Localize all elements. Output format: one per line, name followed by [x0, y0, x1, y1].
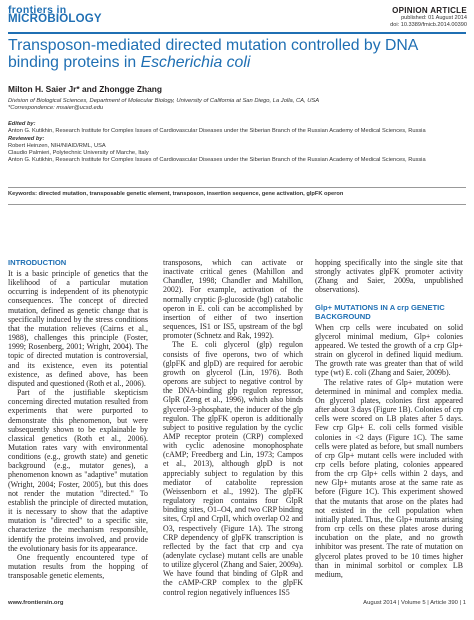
journal-logo-line2: MICROBIOLOGY: [8, 13, 102, 25]
footer-issue-info: August 2014 | Volume 5 | Article 390 | 1: [363, 600, 466, 606]
paragraph: One frequently encountered type of mutation results from the hopping of transposable genetic elements,: [8, 552, 148, 581]
article-type: OPINION ARTICLE: [392, 6, 467, 15]
reviewer-1: Robert Heinzen, NIH/NIAID/RML, USA: [8, 142, 106, 149]
article-meta: [390, 6, 467, 29]
article-title: [8, 37, 463, 71]
title-rule: [8, 32, 466, 34]
article-title-text: Transposon-mediated directed mutation controlled by DNA binding proteins in: [8, 37, 418, 72]
paragraph: It is a basic principle of genetics that the likelihood of a particular mutation occurring is independent of its phenotypic consequences. The concept of directed mutation, defined as genetic change that is specifically induced by the stress conditions that the mutation relieves (Cairns et al., 1988), challenges this principle (Foster, 1999; Rosenberg, 2001; Wright, 2004). The topic of directed mutation is controversial, and its existence, even its potential existence, as defined above, has been disputed and questioned (Roth et al., 2006).: [8, 269, 148, 388]
affiliation-block: [8, 98, 458, 113]
section-heading-glp-mutations: Glp+ MUTATIONS IN A crp GENETIC BACKGROUND: [315, 302, 445, 321]
article-title-italic: Escherichia coli: [140, 54, 251, 72]
column-1: [8, 258, 148, 580]
footer-website[interactable]: www.frontiersin.org: [8, 600, 64, 606]
reviewer-3: Anton G. Kutikhin, Research Institute for Complex Issues of Cardiovascular Diseases under the Siberian Branch of the Russian Academy of Medical Sciences, Russia: [8, 157, 426, 164]
keywords-rule-top: [8, 187, 466, 188]
paragraph: When crp cells were incubated on solid glycerol minimal medium, Glp+ colonies appeared. We tested the growth of a crp Glp+ strain on glycerol in defined liquid medium. The growth rate was greater than that of wild type (wt) E. coli (Zhang and Saier, 2009b).: [315, 322, 463, 378]
section-heading-introduction: INTRODUCTION: [8, 258, 67, 267]
affiliation: Division of Biological Sciences, Department of Molecular Biology, University of California at San Diego, La Jolla, CA, USA: [8, 98, 320, 104]
reviewer-2: Claudio Palmieri, Polytechnic University of Marche, Italy: [8, 150, 149, 157]
paragraph: Part of the justifiable skepticism concerning directed mutation resulted from experiments that were purported to demonstrate this phenomenon, but were subsequently shown to be explainable by classical genetics (Roth et al., 2006). Mutation rates vary with environmental conditions (e.g., growth state) and genetic background (e.g., mutator genes), a phenomenon known as "adaptive" mutation (Wright, 2004; Foster, 2005), but this does not render the mutation "directed." To establish the principle of directed mutation, it is necessary to show that the adaptive mutation is "directed" to a specific site, characterize the mechanism responsible, identify the proteins involved, and provide the evolutionary basis for its appearance.: [8, 388, 148, 553]
keywords-rule-bottom: [8, 204, 466, 205]
edited-by-text: Anton G. Kutikhin, Research Institute for Complex Issues of Cardiovascular Diseases under the Siberian Branch of the Russian Academy of Medical Sciences, Russia: [8, 128, 426, 135]
doi: doi: 10.3389/fmicb.2014.00390: [390, 21, 467, 28]
published-date: published: 01 August 2014: [401, 15, 467, 21]
correspondence: *Correspondence: msaier@ucsd.edu: [8, 105, 104, 112]
column-3: [315, 258, 463, 579]
paragraph: The E. coli glycerol (glp) regulon consists of five operons, two of which (glpFK and glpD) are required for aerobic growth on glycerol (Lin, 1976). Both operons are subject to negative control by the DNA-binding glp regulon repressor, GlpR (Zeng et al., 1996), which also binds glycerol-3-phosphate, the inducer of the glp regulon. The glpFK operon is additionally subject to positive regulation by the cyclic AMP receptor protein (CRP) complexed with cyclic adenosine monophosphate (cAMP; Freedberg and Lin, 1973; Campos et al., 2013), although glpD is not appreciably subject to regulation by this mediator of catabolite repression (Weissenborn et al., 1992). The glpFK regulatory region contains four GlpR binding sites, O1–O4, and two CRP binding sites, CrpI and CrpII, which overlap O2 and O3, respectively (Figure 1A). The strong CRP dependency of glpFK transcription is reflected by the fact that crp and cya (adenylate cyclase) mutant cells are unable to utilize glycerol (Zhang and Saier, 2009a). We have found that binding of GlpR and the cAMP-CRP complex to the glpFK control region negatively influences IS5: [163, 340, 303, 597]
keywords: Keywords: directed mutation, transposable genetic element, transposon, insertion sequence, gene activation, glpFK operon: [8, 191, 344, 197]
authors: Milton H. Saier Jr* and Zhongge Zhang: [8, 84, 163, 94]
journal-logo-line1: frontiers in: [8, 4, 67, 16]
paragraph: transposons, which can activate or inactivate critical genes (Mahillon and Chandler, 1998; Chandler and Mahillon, 2002). For example, activation of the normally cryptic β-glucoside (bgl) catabolic operon in E. coli can be accomplished by insertion of either of two insertion sequences, IS1 or IS5, upstream of the bgl promoter (Schnetz and Rak, 1992).: [163, 258, 303, 341]
reviewed-by-heading: Reviewed by:: [8, 135, 45, 142]
edited-by-heading: Edited by:: [8, 121, 36, 127]
paragraph: The relative rates of Glp+ mutation were determined in minimal and complex media. On glycerol plates, colonies first appeared after about 3 days (Figure 1B). Colonies of crp cells were scored on LB plates after 5 days. Few crp Glp+ E. coli cells formed visible colonies in <2 days (Figure 1C). The same cells were plated as before, but small numbers of crp Glp+ mutant cells were included with crp cells before plating, colonies appeared from the crp Glp+ cells within 2 days, and new Glp+ mutants arose at the same rate as before (Figure 1C). This experiment showed that the mutants that arose on the plates had not existed in the cell population when initially plated. Thus, the Glp+ mutants arising from crp cells on these plates arose during incubation on the plate, and no growth inhibitor was present. The rate of mutation on glycerol plates proved to be 10 times higher than in minimal sorbitol or complex LB medium,: [315, 377, 463, 579]
paragraph: hopping specifically into the single site that strongly activates glpFK promoter activity (Zhang and Saier, 2009a, unpublished observations).: [315, 258, 463, 295]
journal-logo: [8, 6, 106, 24]
column-2: [163, 258, 303, 597]
editors-block: [8, 121, 438, 165]
